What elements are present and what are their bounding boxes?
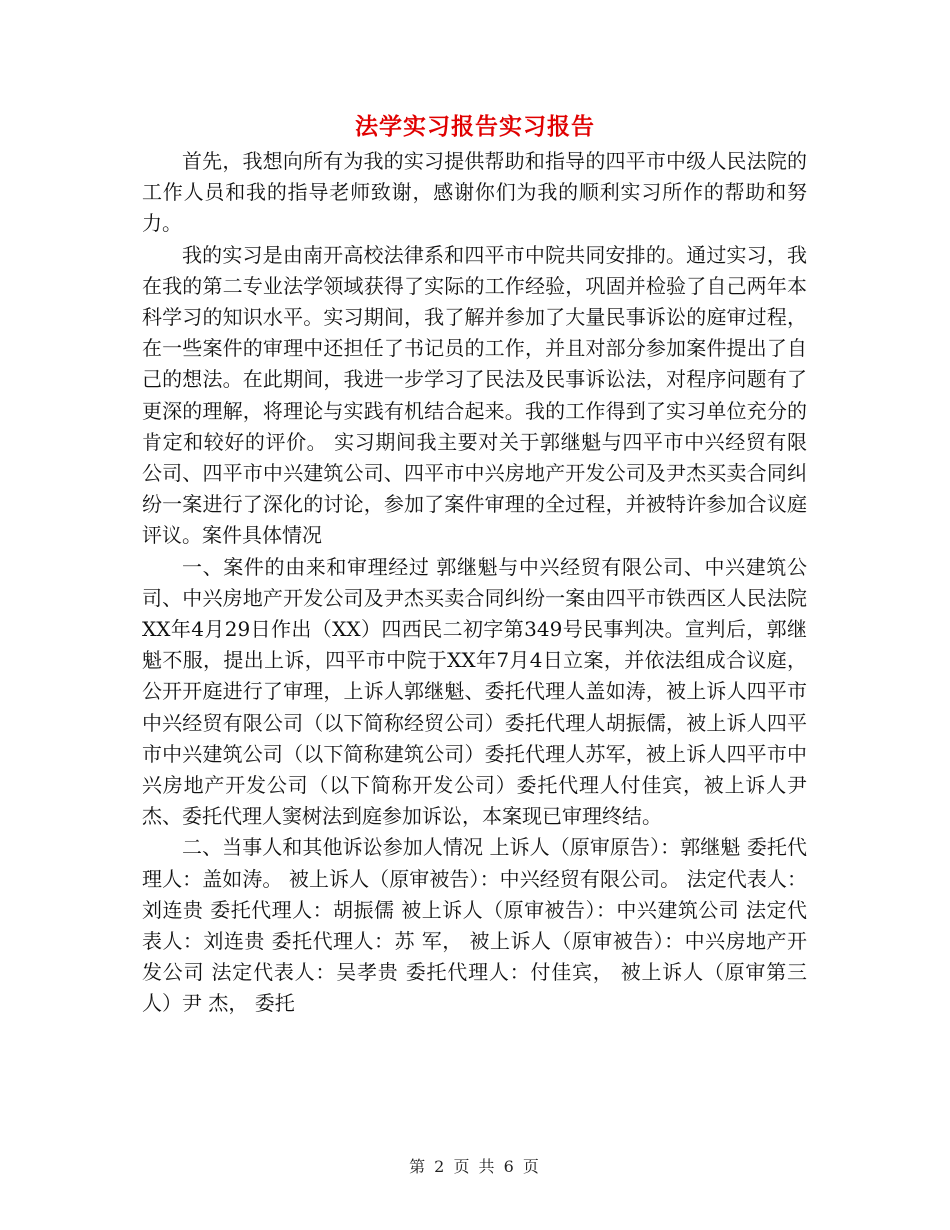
paragraph-case-origin: 一、案件的由来和审理经过 郭继魁与中兴经贸有限公司、中兴建筑公司、中兴房地产开发公司及尹杰买卖合同纠纷一案由四平市铁西区人民法院XX年4月29日作出（XX）四西民二初字第349号民事判决。宣判后，郭继魁不服，提出上诉，四平市中院于XX年7月4日立案，并依法组成合议庭，公开开庭进行了审理，上诉人郭继魁、委托代理人盖如涛，被上诉人四平市中兴经贸有限公司（以下简称经贸公司）委托代理人胡振儒，被上诉人四平市中兴建筑公司（以下简称建筑公司）委托代理人苏军，被上诉人四平市中兴房地产开发公司（以下简称开发公司）委托代理人付佳宾，被上诉人尹杰、委托代理人窦树法到庭参加诉讼，本案现已审理终结。 [142,554,807,829]
document-title: 法学实习报告实习报告 [355,113,595,140]
document-body [142,146,807,1020]
paragraph-parties: 二、当事人和其他诉讼参加人情况 上诉人（原审原告）：郭继魁 委托代理人：盖如涛。 被上诉人（原审被告）：中兴经贸有限公司。 法定代表人：刘连贵 委托代理人：胡振儒 被上诉人（原审被告）：中兴建筑公司 法定代表人：刘连贵 委托代理人：苏 军， 被上诉人（原审被告）：中兴房地产开发公司 法定代表人：吴孝贵 委托代理人：付佳宾， 被上诉人（原审第三人）尹 杰， 委托 [142,835,807,1016]
paragraph-internship-overview: 我的实习是由南开高校法律系和四平市中院共同安排的。通过实习，我在我的第二专业法学领域获得了实际的工作经验，巩固并检验了自己两年本科学习的知识水平。实习期间，我了解并参加了大量民事诉讼的庭审过程，在一些案件的审理中还担任了书记员的工作，并且对部分参加案件提出了自己的想法。在此期间，我进一步学习了民法及民事诉讼法，对程序问题有了更深的理解，将理论与实践有机结合起来。我的工作得到了实习单位充分的肯定和较好的评价。 实习期间我主要对关于郭继魁与四平市中兴经贸有限公司、四平市中兴建筑公司、四平市中兴房地产开发公司及尹杰买卖合同纠纷一案进行了深化的讨论，参加了案件审理的全过程，并被特许参加合议庭评议。案件具体情况 [142,242,807,548]
page-number-footer: 第 2 页 共 6 页 [409,1157,541,1176]
paragraph-acknowledgement: 首先，我想向所有为我的实习提供帮助和指导的四平市中级人民法院的工作人员和我的指导老师致谢，感谢你们为我的顺利实习所作的帮助和努力。 [142,149,807,236]
